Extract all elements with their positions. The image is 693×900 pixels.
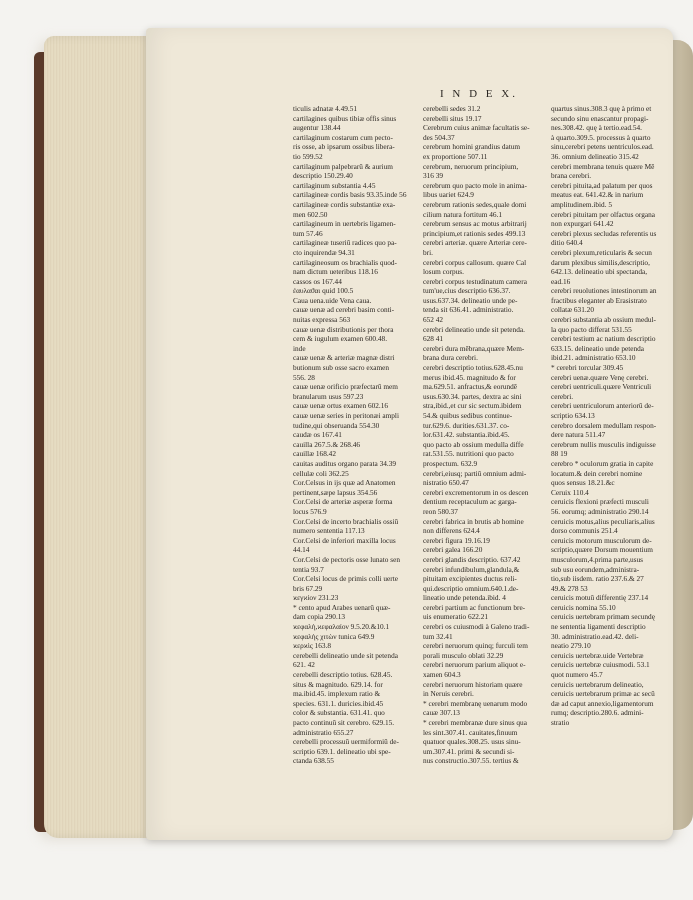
index-entry: cartilaginum palpebrarū & aurium <box>293 161 393 171</box>
index-entry: men 602.50 <box>293 209 328 219</box>
index-entry: cerebri pituitam per olfactus organa <box>551 209 656 219</box>
index-entry: secundo sinu enascantur propagi- <box>551 113 649 123</box>
index-entry: butionum sub osse sacro examen <box>293 363 390 373</box>
page-edges <box>44 36 156 838</box>
index-entry: cerebri glandis descriptio. 637.42 <box>423 554 521 564</box>
index-entry: nistratio 650.47 <box>423 478 469 488</box>
index-entry: 556. 28 <box>293 372 315 382</box>
index-entry: * cerebri torcular 309.45 <box>551 363 624 373</box>
index-entry: cerebri infundibulum,glandula,& <box>423 564 520 574</box>
index-entry: ceruicis motorum musculorum de- <box>551 535 652 545</box>
index-entry: dorso communis 251.4 <box>551 526 618 536</box>
index-entry: ibid.21. administratio 653.10 <box>551 353 636 363</box>
index-entry: dæ ad caput annexio,ligamentorum <box>551 698 654 708</box>
index-entry: 49.& 278 53 <box>551 583 588 593</box>
index-entry: à quarto.309.5. processus à quarto <box>551 132 651 142</box>
index-entry: usus.630.34. partes, dextra ac sini <box>423 391 522 401</box>
index-entry: la quo pacto differat 531.55 <box>551 324 632 334</box>
index-entry: ceruicis motuū differentię 237.14 <box>551 593 649 603</box>
index-entry: scriptio,quære Dorsum mouentium <box>551 545 653 555</box>
index-entry: 633.15. delineatio unde petenda <box>551 343 645 353</box>
index-entry: ditio 640.4 <box>551 238 583 248</box>
index-entry: ceruicis uertebræ.uide Vertebræ <box>551 650 644 660</box>
index-entry: cerebri neruorum quinq; furculi tem <box>423 641 528 651</box>
index-entry: numero sententia 117.13 <box>293 526 365 536</box>
index-entry: losum corpus. <box>423 267 464 277</box>
index-entry: cerebri substantia ab ossium medul- <box>551 315 656 325</box>
index-entry: cauæ uenæ distributionis per thora <box>293 324 394 334</box>
index-entry: nes.308.42. quę à tertio.ead.54. <box>551 123 642 133</box>
index-entry: cerebri corpus testudinatum camera <box>423 276 527 286</box>
index-entry: Cor.Celsi locus de primis colli uerte <box>293 574 398 584</box>
index-entry: cerebri. <box>551 391 574 401</box>
index-entry: darum plexibus similis,descriptio, <box>551 257 650 267</box>
index-entry: tentia 93.7 <box>293 564 324 574</box>
index-entry: administratio 655.27 <box>293 727 354 737</box>
index-entry: cerebri corpus callosum. quære Cal <box>423 257 527 267</box>
index-entry: dere natura 511.47 <box>551 430 606 440</box>
index-entry: quartus sinus.308.3 quę à primo et <box>551 104 652 113</box>
index-entry: cerebri plexus secludas referentis us <box>551 228 657 238</box>
index-entry: situs & magnitudo. 629.14. for <box>293 679 383 689</box>
index-entry: 316 39 <box>423 171 444 181</box>
index-entry: cerebri plexum,reticularis & secun <box>551 247 652 257</box>
index-entry: um.307.41. primi & secundi si- <box>423 746 515 756</box>
index-entry: inde <box>293 343 306 353</box>
index-entry: cerebelli processuū uermiformiū de- <box>293 737 399 747</box>
index-entry: brana cerebri. <box>551 171 592 181</box>
index-entry: 621. 42 <box>293 660 315 670</box>
index-entry: * cerebri membranæ dure sinus qua <box>423 718 527 727</box>
index-entry: stra,ibid.,et cur sic sectum.ibidem <box>423 401 522 411</box>
index-entry: 56. eorumq; administratio 290.14 <box>551 506 649 516</box>
index-entry: cauæ 307.13 <box>423 708 460 718</box>
index-entry: augentur 138.44 <box>293 123 341 133</box>
index-entry: cerebrum sensus ac motus arbitrarij <box>423 219 527 229</box>
index-entry: * cento apud Arabes uenarū quæ- <box>293 602 391 612</box>
index-entry: ead.16 <box>551 276 571 286</box>
index-entry: merus ibid.45. magnitudo & for <box>423 372 516 382</box>
index-entry: quos sensus 18.21.&c <box>551 478 615 488</box>
index-entry: porali musculo oblati 32.29 <box>423 650 504 660</box>
index-entry: cerebri neruorum historiam quære <box>423 679 523 689</box>
index-entry: reon 580.37 <box>423 506 458 516</box>
index-entry: cerebrum quo pacto mole in anima- <box>423 180 527 190</box>
index-entry: prospectum. 632.9 <box>423 458 478 468</box>
index-entry: cerebelli sedes 31.2 <box>423 104 481 113</box>
index-entry: ϰερϰὶς 163.8 <box>293 641 331 651</box>
index-entry: scriptio 639.1. delineatio ubi spe- <box>293 746 391 756</box>
index-entry: les sint.307.41. cauitates,finuum <box>423 727 518 737</box>
index-entry: cartilagineosum os brachialis quod- <box>293 257 397 267</box>
index-entry: nam dictum ueteribus 118.16 <box>293 267 378 277</box>
index-entry: cerebrum rationis sedes,quale domi <box>423 199 527 209</box>
index-entry: pertinent,sæpe lapsus 354.56 <box>293 487 378 497</box>
running-head: I N D E X. <box>440 88 518 100</box>
index-entry: ceruicis uertebrarum primæ ac secū <box>551 689 655 699</box>
index-entry: cerebri dura mēbrana,quære Mem- <box>423 343 525 353</box>
index-entry: caudæ os 167.41 <box>293 430 342 440</box>
index-entry: ris osse, ab ipsarum ossibus libera- <box>293 142 395 152</box>
index-entry: tudine,qui obseruanda 554.30 <box>293 420 380 430</box>
index-entry: 54.& quibus sedibus continue- <box>423 411 513 420</box>
index-entry: fractibus eleganter ab Erasistrato <box>551 295 647 305</box>
index-entry: bri. <box>423 247 433 257</box>
index-entry: 44.14 <box>293 545 310 555</box>
index-entry: bris 67.29 <box>293 583 323 593</box>
index-entry: rumq; descriptio.280.6. admini- <box>551 708 644 718</box>
index-entry: pacto continuū sit cerebro. 629.15. <box>293 718 395 727</box>
index-entry: branularum usus 597.23 <box>293 391 364 401</box>
index-entry: lineatio unde petenda.ibid. 4 <box>423 593 506 603</box>
index-entry: cartilagines quibus tibiæ offis sinus <box>293 113 397 123</box>
index-entry: ex proportione 507.11 <box>423 151 488 161</box>
index-entry: Ceruix 110.4 <box>551 487 589 497</box>
index-entry: ϰεφαλὴς χιτὼν tunica 649.9 <box>293 631 375 641</box>
index-entry: cartilagineæ cordis substantiæ exa- <box>293 199 396 209</box>
index-entry: brana dura cerebri. <box>423 353 478 363</box>
index-entry: cerebri fabrica in brutis ab homine <box>423 516 524 526</box>
index-entry: tenda sit 636.41. administratio. <box>423 305 514 315</box>
index-column-2 <box>423 104 546 766</box>
index-entry: ceruicis uertebræ cuiusmodi. 53.1 <box>551 660 650 670</box>
index-entry: xamen 604.3 <box>423 670 461 680</box>
index-entry: neatio 279.10 <box>551 641 591 651</box>
index-entry: quot numero 45.7 <box>551 670 603 680</box>
index-entry: cerebri partium ac functionum bre- <box>423 602 526 612</box>
index-entry: cerebri neruorum parium aliquot e- <box>423 660 526 670</box>
index-entry: tio,sub iisdem. ratio 237.6.& 27 <box>551 574 644 584</box>
index-entry: 88 19 <box>551 449 568 459</box>
index-entry: amplitudinem.ibid. 5 <box>551 199 613 209</box>
index-entry: cerebri testium ac natium descriptio <box>551 334 656 344</box>
index-entry: nuitas expressa 563 <box>293 315 351 325</box>
index-entry: 30. administratio.ead.42. deli- <box>551 631 639 641</box>
index-entry: cartilagineum in uertebris ligamen- <box>293 219 396 229</box>
index-entry: ma.629.51. anfractus,& eorundē <box>423 382 518 392</box>
index-entry: cem & iugulum examen 600.48. <box>293 334 388 344</box>
index-entry: cerebri uentriculorum anteriorū de- <box>551 401 654 411</box>
index-entry: cartilagineæ tuseriū radices quo pa- <box>293 238 397 248</box>
index-entry: Cor.Celsi de pectoris osse lunato sen <box>293 554 401 564</box>
index-entry: descriptio 150.29.40 <box>293 171 353 181</box>
index-entry: cerebelli descriptio totius. 628.45. <box>293 670 393 680</box>
index-entry: cellulæ coli 362.25 <box>293 468 349 478</box>
index-column-3 <box>551 104 666 728</box>
index-entry: cerebrum, neruorum principium, <box>423 161 519 171</box>
index-entry: locus 576.9 <box>293 506 327 516</box>
index-entry: ἐαυλαϑαι quid 100.5 <box>293 286 354 296</box>
index-entry: uis enumeratio 622.21 <box>423 612 489 622</box>
index-entry: ticulis adnatæ 4.49.51 <box>293 104 358 113</box>
index-entry: des 504.37 <box>423 132 455 142</box>
index-entry: cerebri descriptio totius.628.45.nu <box>423 363 523 373</box>
index-entry: quo pacto ab ossium medulla diffe <box>423 439 524 449</box>
index-entry: tio 599.52 <box>293 151 323 161</box>
index-entry: ceruicis uertebram primam secundę <box>551 612 655 622</box>
index-entry: in Neruis cerebri. <box>423 689 474 699</box>
index-entry: ma.ibid.45. implexum ratio & <box>293 689 381 699</box>
index-entry: dentium receptaculum ac garga- <box>423 497 517 507</box>
index-entry: 652 42 <box>423 315 444 325</box>
index-entry: cerebro dorsalem medullam respon- <box>551 420 657 430</box>
index-entry: Cor.Celsi de inferiori maxilla locus <box>293 535 396 545</box>
index-entry: cto inquirendæ 94.31 <box>293 247 355 257</box>
index-entry: cerebrum homini grandius datum <box>423 142 521 152</box>
index-entry: cauillæ 168.42 <box>293 449 336 459</box>
index-entry: species. 631.1. duricies.ibid.45 <box>293 698 384 708</box>
index-entry: cartilaginum substantia 4.45 <box>293 180 376 190</box>
index-entry: ctanda 638.55 <box>293 756 334 766</box>
index-entry: 36. omnium delineatio 315.42 <box>551 151 639 161</box>
index-entry: usus.637.34. delineatio unde pe- <box>423 295 518 305</box>
index-entry: cilium natura fortitum 46.1 <box>423 209 503 219</box>
index-column-1 <box>293 104 416 766</box>
index-entry: Cerebrum cuius animæ facultatis se- <box>423 123 530 133</box>
index-entry: tum 57.46 <box>293 228 323 238</box>
index-entry: cassos os 167.44 <box>293 276 342 286</box>
index-entry: rat.531.55. nutritioni quo pacto <box>423 449 514 459</box>
index-entry: cartilagineæ cordis basis 93.35.inde 56 <box>293 190 407 200</box>
index-entry: cerebri excrementorum in os descen <box>423 487 529 497</box>
index-entry: ceruicis uertebrarum delineatio, <box>551 679 644 689</box>
index-entry: tum'ue,cius descriptio 636.37. <box>423 286 511 296</box>
index-entry: cerebro * oculorum gratia in capite <box>551 458 654 468</box>
index-entry: locatum.& dein cerebri nomine <box>551 468 643 478</box>
index-entry: Cor.Celsi de incerto brachialis ossiū <box>293 516 399 526</box>
index-entry: cerebrum nullis musculis indiguisse <box>551 439 656 449</box>
index-entry: ϰεγϰίον 231.23 <box>293 593 339 603</box>
index-entry: cerebri delineatio unde sit petenda. <box>423 324 525 334</box>
index-entry: cerebri galea 166.20 <box>423 545 483 555</box>
index-entry: cerebri arteriæ. quære Arteriæ cere- <box>423 238 527 248</box>
index-entry: cauæ uenæ & arteriæ magnæ distri <box>293 353 395 363</box>
index-entry: non expurgari 641.42 <box>551 219 614 229</box>
index-entry: cerebri uenæ.quære Venę cerebri. <box>551 372 649 382</box>
index-entry: sub usu eorundem,administra- <box>551 564 640 574</box>
index-entry: collatæ 631.20 <box>551 305 594 315</box>
index-entry: cauæ uenæ orificio præfectarū mem <box>293 382 398 392</box>
index-entry: ceruicis flexioni præfecti musculi <box>551 497 649 507</box>
index-entry: 642.13. delineatio ubi spectanda, <box>551 267 648 277</box>
index-entry: cauæ uenæ ortus examen 602.16 <box>293 401 389 411</box>
index-entry: pituitam excipientes ductus reli- <box>423 574 517 584</box>
index-entry: cauitas auditus organo parata 34.39 <box>293 458 397 468</box>
index-entry: tur.629.6. durities.631.37. co- <box>423 420 510 430</box>
index-entry: ceruicis nomina 55.10 <box>551 602 616 612</box>
index-entry: tum 32.41 <box>423 631 453 641</box>
index-entry: principium,et rationis sedes 499.13 <box>423 228 526 238</box>
index-entry: cauæ uenæ series in peritonæi ampli <box>293 411 399 420</box>
index-entry: ϰεφαλὴ,ϰεφαλαίον 9.5.20.&10.1 <box>293 622 390 632</box>
index-entry: dam copia 290.13 <box>293 612 346 622</box>
index-entry: qui.descriptio omnium.640.1.de- <box>423 583 519 593</box>
index-entry: lor.631.42. substantia.ibid.45. <box>423 430 510 440</box>
index-entry: stratio <box>551 718 570 727</box>
index-entry: cauilla 267.5.& 268.46 <box>293 439 361 449</box>
index-entry: Cor.Celsus in ijs quæ ad Anatomen <box>293 478 396 488</box>
index-entry: 628 41 <box>423 334 444 344</box>
index-entry: ne sententia ligamenti descriptio <box>551 622 646 632</box>
index-entry: non differens 624.4 <box>423 526 480 536</box>
index-entry: libus uariet 624.9 <box>423 190 474 200</box>
index-entry: cerebelli situs 19.17 <box>423 113 482 123</box>
index-entry: cerebri,eiusq; partiū omnium admi- <box>423 468 527 478</box>
index-entry: cauæ uenæ ad cerebri basim conti- <box>293 305 395 315</box>
index-entry: Caua uena.uide Vena caua. <box>293 295 372 305</box>
index-entry: scriptio 634.13 <box>551 411 595 420</box>
index-entry: Cor.Celsi de arteriæ asperæ forma <box>293 497 393 507</box>
index-entry: musculorum,4.prima parte,usus <box>551 554 644 564</box>
index-entry: meatus eat. 641.42.& in narium <box>551 190 644 200</box>
index-entry: cerebri os cuiusmodi à Galeno tradi- <box>423 622 530 632</box>
index-entry: cartilaginum costarum cum pecto- <box>293 132 393 142</box>
index-entry: sinu,cerebri petens uentriculos.ead. <box>551 142 654 152</box>
index-entry: cerebri pituita,ad palatum per quos <box>551 180 653 190</box>
index-entry: cerebri uentriculi.quære Ventriculi <box>551 382 652 392</box>
index-entry: color & substantia. 631.41. quo <box>293 708 385 718</box>
index-entry: * cerebri membranę uenarum modo <box>423 698 528 708</box>
index-entry: quatuor quales.308.25. usus sinu- <box>423 737 521 747</box>
index-entry: cerebri membrana tenuis quære Mē <box>551 161 655 171</box>
index-entry: cerebri reuolutiones intestinorum an <box>551 286 657 296</box>
index-entry: cerebelli delineatio unde sit petenda <box>293 650 398 660</box>
index-entry: ceruicis motus,alius peculiaris,alius <box>551 516 655 526</box>
index-entry: nus constructio.307.55. tertius & <box>423 756 519 766</box>
index-entry: cerebri figura 19.16.19 <box>423 535 490 545</box>
